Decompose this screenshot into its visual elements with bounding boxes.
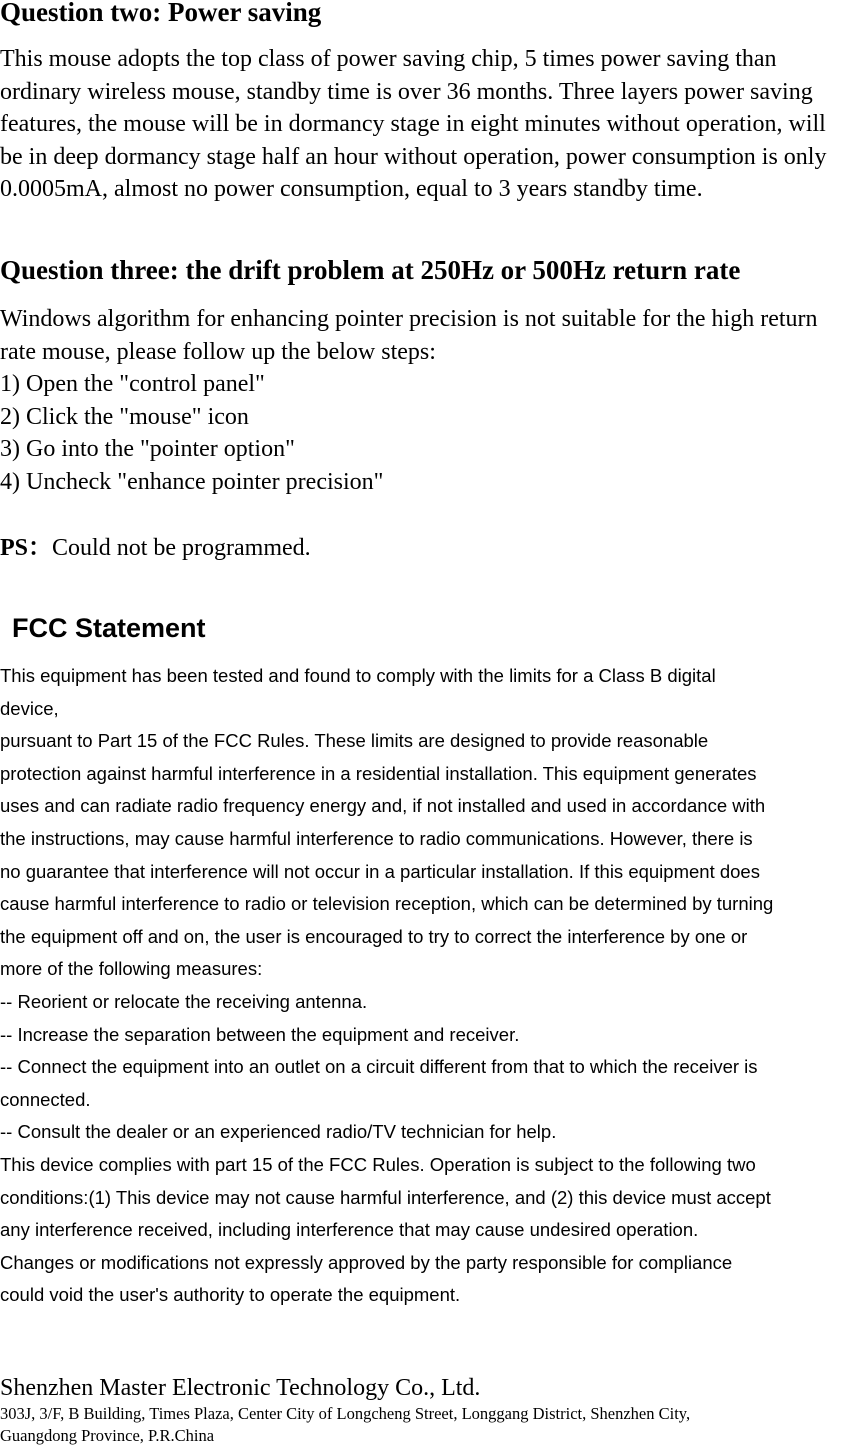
fcc-line: Changes or modifications not expressly approved by the party responsible for compliance <box>0 1251 733 1273</box>
fcc-line: protection against harmful interference in a residential installation. This equipment generates <box>0 762 757 784</box>
q2-line: be in deep dormancy stage half an hour without operation, power consumption is only <box>0 143 827 170</box>
q3-line: rate mouse, please follow up the below steps: <box>0 338 436 365</box>
fcc-line: no guarantee that interference will not occur in a particular installation. If this equipment does <box>0 860 760 882</box>
q2-paragraph <box>0 43 826 206</box>
fcc-line: could void the user's authority to operate the equipment. <box>0 1284 461 1306</box>
fcc-line: more of the following measures: <box>0 958 263 980</box>
q2-line: features, the mouse will be in dormancy stage in eight minutes without operation, will <box>0 111 826 138</box>
company-name: Shenzhen Master Electronic Technology Co., Ltd. <box>0 1375 481 1401</box>
q2-heading: Question two: Power saving <box>0 0 322 27</box>
q3-step: 3) Go into the "pointer option" <box>0 436 295 463</box>
fcc-line: This device complies with part 15 of the FCC Rules. Operation is subject to the following two <box>0 1153 756 1175</box>
q2-line: This mouse adopts the top class of power saving chip, 5 times power saving than <box>0 46 777 72</box>
q3-step: 2) Click the "mouse" icon <box>0 403 249 430</box>
company-address <box>0 1403 690 1447</box>
fcc-line: pursuant to Part 15 of the FCC Rules. These limits are designed to provide reasonable <box>0 730 709 752</box>
fcc-line: conditions:(1) This device may not cause harmful interference, and (2) this device must accept <box>0 1186 771 1208</box>
fcc-measure: -- Connect the equipment into an outlet on a circuit different from that to which the receiver is <box>0 1056 758 1078</box>
q3-step: 4) Uncheck "enhance pointer precision" <box>0 468 384 495</box>
q3-step: 1) Open the "control panel" <box>0 371 265 398</box>
q2-line: ordinary wireless mouse, standby time is over 36 months. Three layers power saving <box>0 78 813 105</box>
fcc-line: the instructions, may cause harmful interference to radio communications. However, there is <box>0 827 753 849</box>
fcc-heading: FCC Statement <box>12 613 206 643</box>
q3-paragraph <box>0 303 818 499</box>
fcc-line: the equipment off and on, the user is encouraged to try to correct the interference by one or <box>0 925 748 947</box>
fcc-line: connected. <box>0 1088 91 1110</box>
fcc-line: any interference received, including interference that may cause undesired operation. <box>0 1219 699 1241</box>
fcc-line: uses and can radiate radio frequency energy and, if not installed and used in accordance with <box>0 795 766 817</box>
q2-line: 0.0005mA, almost no power consumption, equal to 3 years standby time. <box>0 176 703 203</box>
q3-line: Windows algorithm for enhancing pointer precision is not suitable for the high return <box>0 306 818 332</box>
company-address-line: 303J, 3/F, B Building, Times Plaza, Center City of Longcheng Street, Longgang District, Shenzhen City, <box>0 1404 691 1423</box>
fcc-line: cause harmful interference to radio or television reception, which can be determined by turning <box>0 893 774 915</box>
fcc-measure: -- Reorient or relocate the receiving antenna. <box>0 990 368 1012</box>
ps-note <box>0 532 311 565</box>
fcc-measure: -- Increase the separation between the equipment and receiver. <box>0 1023 520 1045</box>
company-address-line: Guangdong Province, P.R.China <box>0 1426 215 1445</box>
fcc-line: device, <box>0 697 59 719</box>
ps-text: Could not be programmed. <box>52 535 311 561</box>
ps-label: PS： <box>0 535 53 561</box>
q3-heading: Question three: the drift problem at 250Hz or 500Hz return rate <box>0 255 741 285</box>
fcc-measure: -- Consult the dealer or an experienced radio/TV technician for help. <box>0 1121 557 1143</box>
fcc-paragraph <box>0 660 773 1312</box>
fcc-line: This equipment has been tested and found to comply with the limits for a Class B digital <box>0 665 716 686</box>
